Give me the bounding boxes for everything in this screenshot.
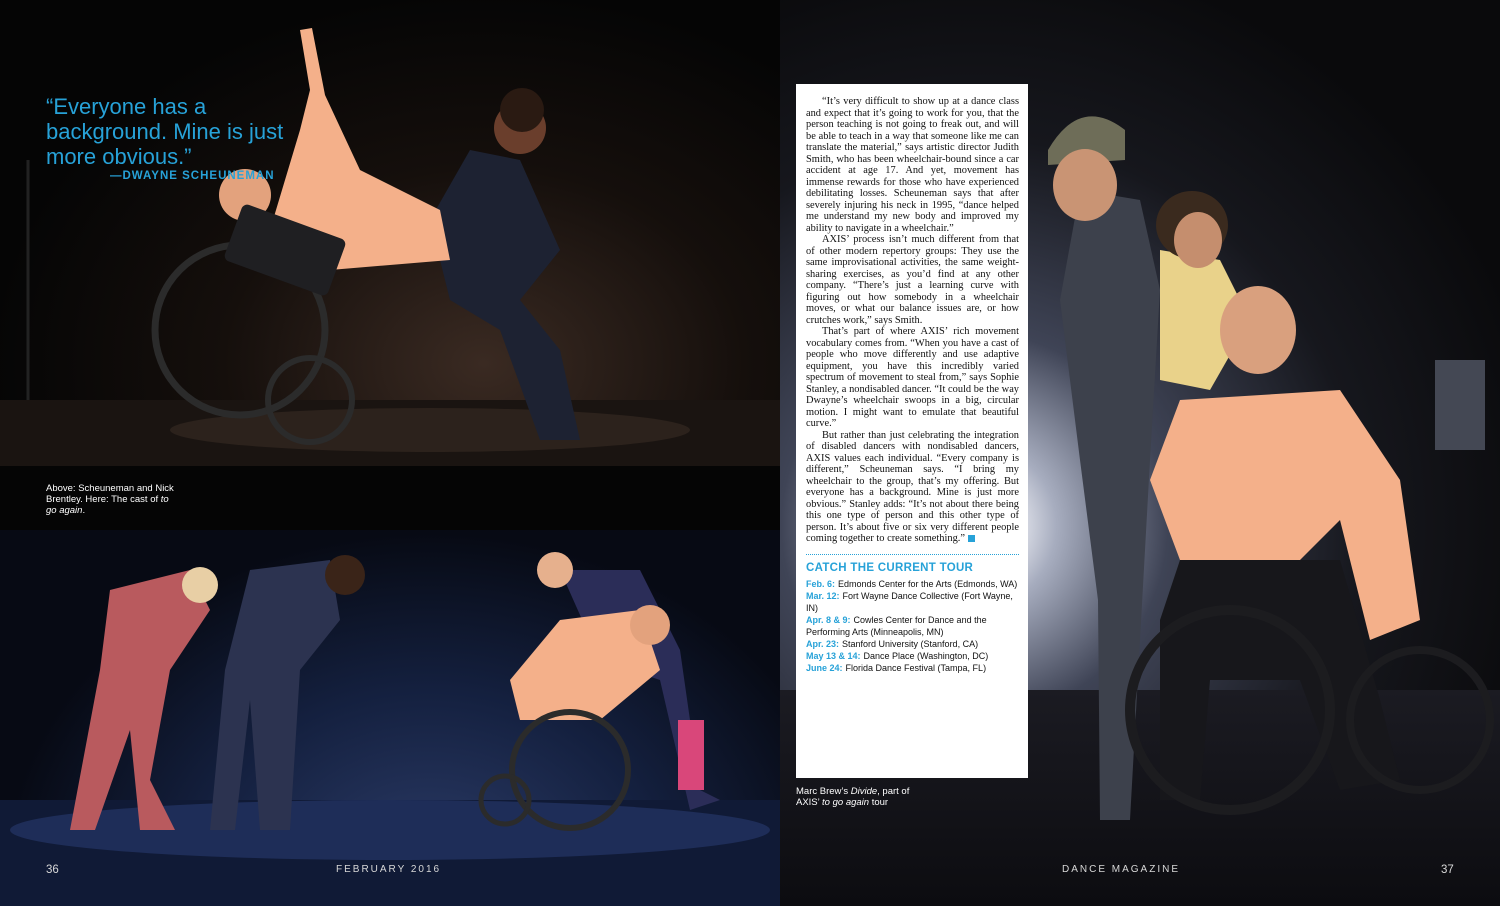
- page-number-left: 36: [46, 864, 59, 876]
- tour-date-row: May 13 & 14: Dance Place (Washington, DC): [806, 650, 989, 661]
- article-paragraph: But rather than just celebrating the integration of disabled dancers with nondisabled dancers, AXIS values each individual. “Every company is different,” Scheuneman says. “I bring my wheelchair to the group, that’s my offering. But everyone has a background. Mine is just more obvious.” Stanley adds: “It’s not about there being this one type of person and this other type of person. It’s about five or six very different people coming together to create something.”: [806, 429, 1019, 544]
- tour-list: [806, 578, 1019, 674]
- article-paragraph: “It’s very difficult to show up at a dance class and expect that it’s going to work for you, that the person teaching is not going to freak out, and will be able to teach in a way that someone like me can translate the material,” says artistic director Judith Smith, who has been wheelchair-bound since a car accident at age 17. And yet, movement has immense rewards for those who have experienced debilitating losses. Scheuneman says that after severely injuring his neck in 1995, “dance helped me understand my new body and improved my ability to navigate in a wheelchair.”: [806, 96, 1019, 234]
- article-text-box: [796, 84, 1028, 778]
- tour-date-row: Feb. 6: Edmonds Center for the Arts (Edmonds, WA): [806, 578, 1018, 589]
- pull-quote-attribution: —DWAYNE SCHEUNEMAN: [110, 170, 275, 182]
- folio-date: FEBRUARY 2016: [336, 864, 442, 875]
- tour-date-row: Mar. 12: Fort Wayne Dance Collective (Fort Wayne, IN): [806, 590, 1013, 613]
- tour-date-row: June 24: Florida Dance Festival (Tampa, FL): [806, 662, 987, 673]
- folio-magazine: DANCE MAGAZINE: [1062, 864, 1181, 875]
- duet-illustration: [0, 0, 780, 466]
- top-dance-photo: [0, 0, 780, 466]
- tour-heading: CATCH THE CURRENT TOUR: [806, 561, 974, 574]
- bottom-dance-photo: [0, 530, 780, 906]
- article-paragraph: AXIS’ process isn’t much different from that of other modern repertory groups: They use the same improvisational activities, the same weight-sharing exercises, as you’d find at any other company. “There’s just a learning curve with figuring out how somebody in a wheelchair moves, or what our balance issues are, or how crutches work,” says Smith.: [806, 234, 1019, 326]
- tour-date-row: Apr. 8 & 9: Cowles Center for Dance and the Performing Arts (Minneapolis, MN): [806, 614, 987, 637]
- tour-date-row: Apr. 23: Stanford University (Stanford, CA): [806, 638, 979, 649]
- article-body: [806, 96, 1019, 545]
- photo-caption-right: Marc Brew’s Divide, part of AXIS’ to go again tour: [796, 786, 910, 808]
- article-paragraph: That’s part of where AXIS’ rich movement vocabulary comes from. “When you have a cast of people who move differently and use adaptive equipment, you have this incredibly varied spectrum of movement to steal from,” says Sophie Stanley, a nondisabled dancer. “It could be the way Dwayne’s wheelchair swoops in a big, circular motion. I might want to emulate that beautiful curve.”: [806, 326, 1019, 429]
- end-mark-icon: [968, 535, 975, 542]
- pull-quote: “Everyone has a background. Mine is just more obvious.”: [46, 94, 284, 169]
- right-page: [780, 0, 1500, 906]
- photo-caption-left: Above: Scheuneman and Nick Brentley. Here: The cast of to go again.: [46, 483, 174, 516]
- cast-illustration: [0, 530, 780, 906]
- page-number-right: 37: [1441, 864, 1454, 876]
- dotted-divider: [806, 554, 1019, 555]
